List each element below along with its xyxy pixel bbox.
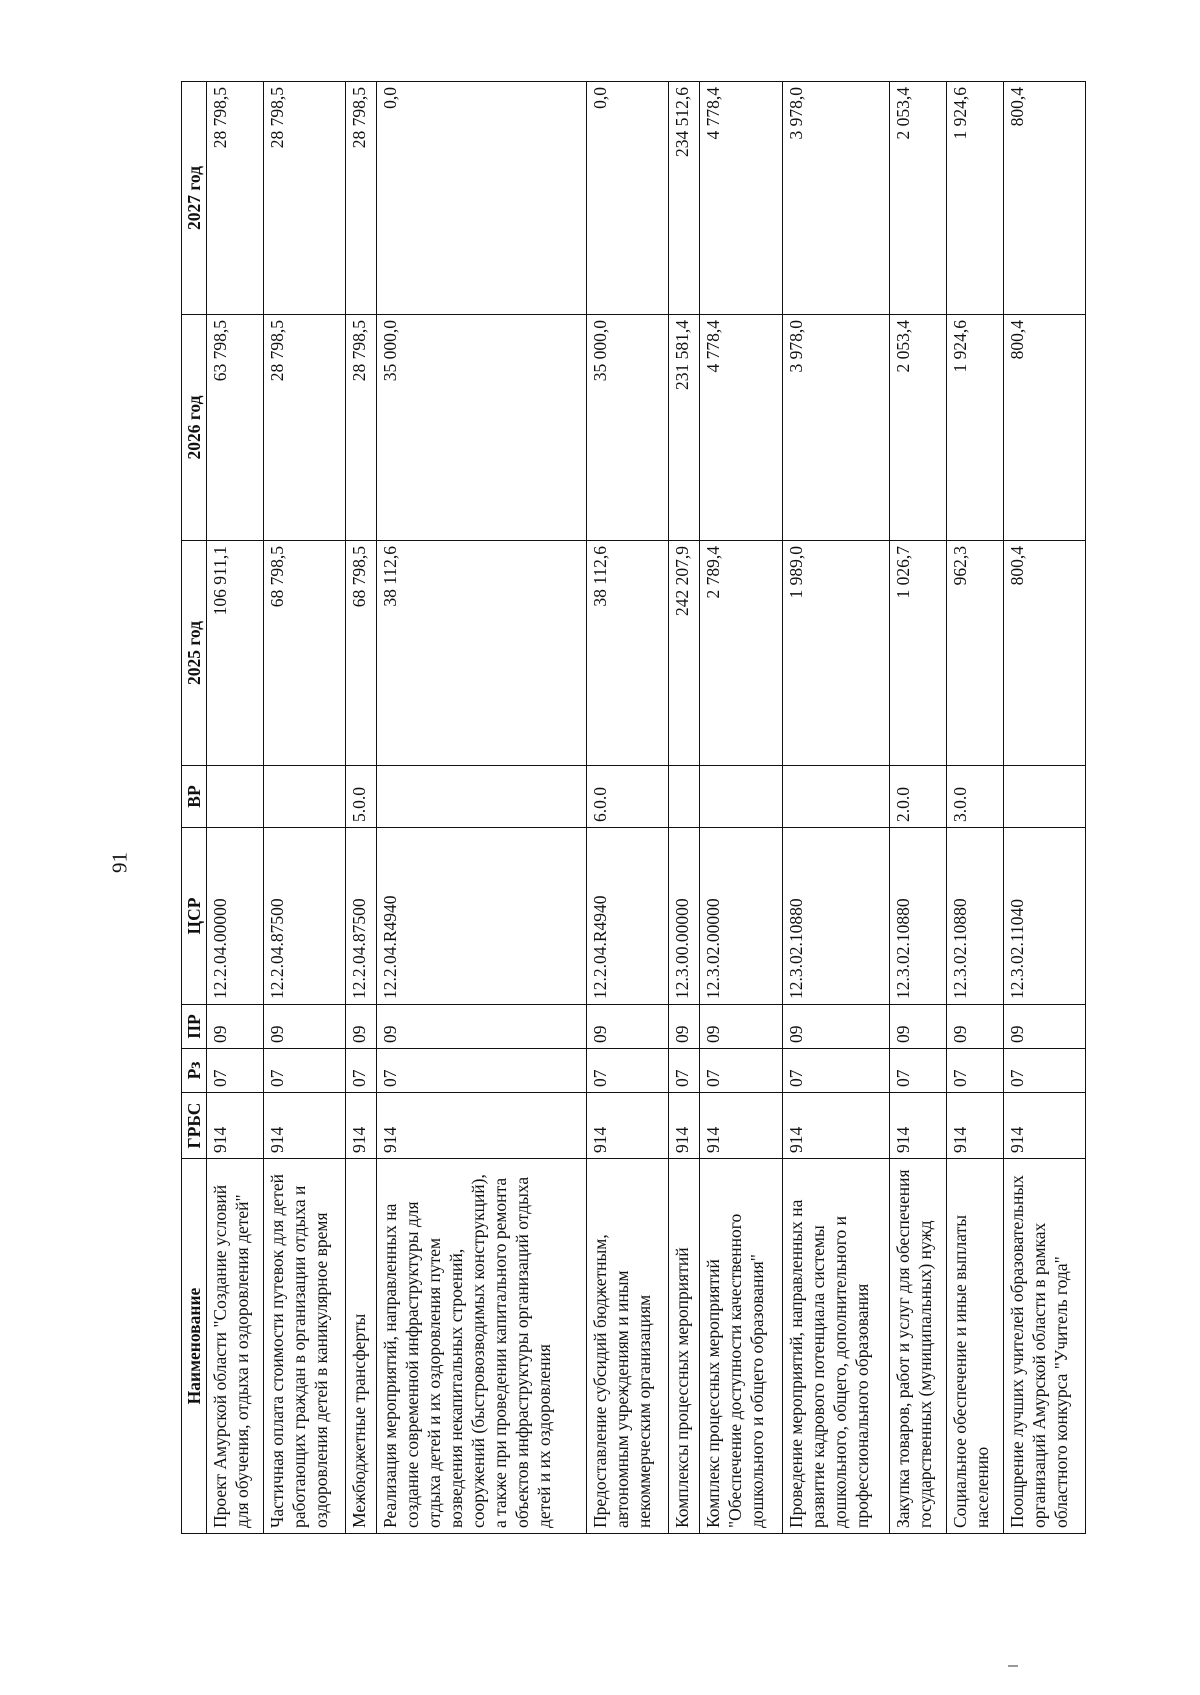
cell-csr: 12.2.04.00000 [207, 828, 264, 1005]
cell-rz: 07 [263, 1049, 345, 1093]
cell-csr: 12.2.04.87500 [345, 828, 376, 1005]
cell-2026: 800,4 [1003, 315, 1085, 541]
cell-pr: 09 [207, 1005, 264, 1049]
cell-2027: 0,0 [377, 82, 587, 315]
budget-table [181, 81, 1086, 1534]
cell-2025: 242 207,9 [669, 541, 700, 766]
cell-pr: 09 [946, 1005, 1003, 1049]
cell-rz: 07 [345, 1049, 376, 1093]
cell-2026: 4 778,4 [700, 315, 782, 541]
scan-artifact-mark [1008, 1665, 1018, 1667]
cell-2026: 63 798,5 [207, 315, 264, 541]
cell-name: Комплекс процессных мероприятий "Обеспечение доступности качественного дошкольного и общего образования" [700, 1159, 782, 1534]
cell-2027: 3 978,0 [782, 82, 890, 315]
cell-2027: 2 053,4 [890, 82, 947, 315]
cell-grbs: 914 [207, 1093, 264, 1159]
cell-csr: 12.2.04.87500 [263, 828, 345, 1005]
cell-rz: 07 [207, 1049, 264, 1093]
table-row [207, 82, 264, 1534]
cell-vr [669, 766, 700, 828]
header-2025: 2025 год [182, 541, 207, 766]
cell-2027: 0,0 [586, 82, 668, 315]
cell-2025: 68 798,5 [263, 541, 345, 766]
cell-name: Частичная оплата стоимости путевок для детей работающих граждан в организации отдыха и оздоровления детей в каникулярное время [263, 1159, 345, 1534]
cell-2026: 1 924,6 [946, 315, 1003, 541]
table-row [345, 82, 376, 1534]
cell-vr [782, 766, 890, 828]
cell-2027: 28 798,5 [263, 82, 345, 315]
rotated-table-container [181, 82, 1086, 1534]
cell-csr: 12.2.04.R4940 [377, 828, 587, 1005]
table-row [890, 82, 947, 1534]
cell-csr: 12.3.02.10880 [890, 828, 947, 1005]
cell-2027: 800,4 [1003, 82, 1085, 315]
cell-grbs: 914 [377, 1093, 587, 1159]
cell-name: Комплексы процессных мероприятий [669, 1159, 700, 1534]
header-2027: 2027 год [182, 82, 207, 315]
cell-2026: 3 978,0 [782, 315, 890, 541]
cell-pr: 09 [669, 1005, 700, 1049]
cell-name: Поощрение лучших учителей образовательных организаций Амурской области в рамках областного конкурса "Учитель года" [1003, 1159, 1085, 1534]
cell-pr: 09 [377, 1005, 587, 1049]
cell-csr: 12.3.00.00000 [669, 828, 700, 1005]
cell-grbs: 914 [669, 1093, 700, 1159]
cell-vr [263, 766, 345, 828]
cell-name: Межбюджетные трансферты [345, 1159, 376, 1534]
cell-rz: 07 [586, 1049, 668, 1093]
cell-vr [207, 766, 264, 828]
cell-grbs: 914 [345, 1093, 376, 1159]
cell-rz: 07 [377, 1049, 587, 1093]
cell-vr [377, 766, 587, 828]
header-vr: ВР [182, 766, 207, 828]
cell-2026: 35 000,0 [586, 315, 668, 541]
table-row [946, 82, 1003, 1534]
cell-rz: 07 [669, 1049, 700, 1093]
cell-2025: 2 789,4 [700, 541, 782, 766]
cell-grbs: 914 [890, 1093, 947, 1159]
cell-name: Предоставление субсидий бюджетным, автономным учреждениям и иным некоммерческим организациям [586, 1159, 668, 1534]
cell-name: Проект Амурской области "Создание условий для обучения, отдыха и оздоровления детей" [207, 1159, 264, 1534]
cell-grbs: 914 [1003, 1093, 1085, 1159]
table-row [700, 82, 782, 1534]
cell-csr: 12.3.02.11040 [1003, 828, 1085, 1005]
cell-rz: 07 [946, 1049, 1003, 1093]
header-pr: ПР [182, 1005, 207, 1049]
cell-2027: 1 924,6 [946, 82, 1003, 315]
cell-2025: 68 798,5 [345, 541, 376, 766]
cell-csr: 12.2.04.R4940 [586, 828, 668, 1005]
cell-2026: 2 053,4 [890, 315, 947, 541]
cell-rz: 07 [1003, 1049, 1085, 1093]
table-row [782, 82, 890, 1534]
cell-2025: 106 911,1 [207, 541, 264, 766]
cell-2027: 234 512,6 [669, 82, 700, 315]
cell-pr: 09 [1003, 1005, 1085, 1049]
cell-2026: 28 798,5 [345, 315, 376, 541]
table-row [377, 82, 587, 1534]
table-row [263, 82, 345, 1534]
cell-grbs: 914 [946, 1093, 1003, 1159]
cell-2025: 1 026,7 [890, 541, 947, 766]
cell-2025: 38 112,6 [377, 541, 587, 766]
cell-2026: 28 798,5 [263, 315, 345, 541]
cell-grbs: 914 [586, 1093, 668, 1159]
cell-2026: 231 581,4 [669, 315, 700, 541]
cell-2026: 35 000,0 [377, 315, 587, 541]
header-name: Наименование [182, 1159, 207, 1534]
cell-2025: 800,4 [1003, 541, 1085, 766]
table-row [1003, 82, 1085, 1534]
header-2026: 2026 год [182, 315, 207, 541]
cell-2027: 4 778,4 [700, 82, 782, 315]
cell-2027: 28 798,5 [345, 82, 376, 315]
header-csr: ЦСР [182, 828, 207, 1005]
cell-csr: 12.3.02.00000 [700, 828, 782, 1005]
rotated-page-area [181, 82, 1086, 1534]
cell-pr: 09 [586, 1005, 668, 1049]
cell-vr [1003, 766, 1085, 828]
cell-vr: 5.0.0 [345, 766, 376, 828]
cell-csr: 12.3.02.10880 [782, 828, 890, 1005]
cell-vr: 2.0.0 [890, 766, 947, 828]
cell-rz: 07 [700, 1049, 782, 1093]
header-grbs: ГРБС [182, 1093, 207, 1159]
cell-vr: 3.0.0 [946, 766, 1003, 828]
cell-name: Реализация мероприятий, направленных на создание современной инфраструктуры для отдыха детей и их оздоровления путем возведения некапитальных строений, сооружений (быстровозводимых конструкций), а также при проведении капитального ремонта объектов инфраструктуры организаций отдыха детей и их оздоровления [377, 1159, 587, 1534]
cell-grbs: 914 [700, 1093, 782, 1159]
cell-pr: 09 [700, 1005, 782, 1049]
cell-rz: 07 [890, 1049, 947, 1093]
cell-2027: 28 798,5 [207, 82, 264, 315]
cell-pr: 09 [345, 1005, 376, 1049]
cell-name: Проведение мероприятий, направленных на развитие кадрового потенциала системы дошкольного, общего, дополнительного и профессионального образования [782, 1159, 890, 1534]
cell-vr: 6.0.0 [586, 766, 668, 828]
cell-vr [700, 766, 782, 828]
table-row [669, 82, 700, 1534]
cell-name: Социальное обеспечение и иные выплаты населению [946, 1159, 1003, 1534]
table-row [586, 82, 668, 1534]
cell-grbs: 914 [782, 1093, 890, 1159]
cell-rz: 07 [782, 1049, 890, 1093]
cell-pr: 09 [263, 1005, 345, 1049]
cell-name: Закупка товаров, работ и услуг для обеспечения государственных (муниципальных) нужд [890, 1159, 947, 1534]
cell-2025: 1 989,0 [782, 541, 890, 766]
page-number: 91 [107, 852, 132, 873]
cell-pr: 09 [782, 1005, 890, 1049]
cell-grbs: 914 [263, 1093, 345, 1159]
header-rz: Рз [182, 1049, 207, 1093]
cell-2025: 962,3 [946, 541, 1003, 766]
table-header-row [182, 82, 207, 1534]
cell-2025: 38 112,6 [586, 541, 668, 766]
cell-csr: 12.3.02.10880 [946, 828, 1003, 1005]
cell-pr: 09 [890, 1005, 947, 1049]
